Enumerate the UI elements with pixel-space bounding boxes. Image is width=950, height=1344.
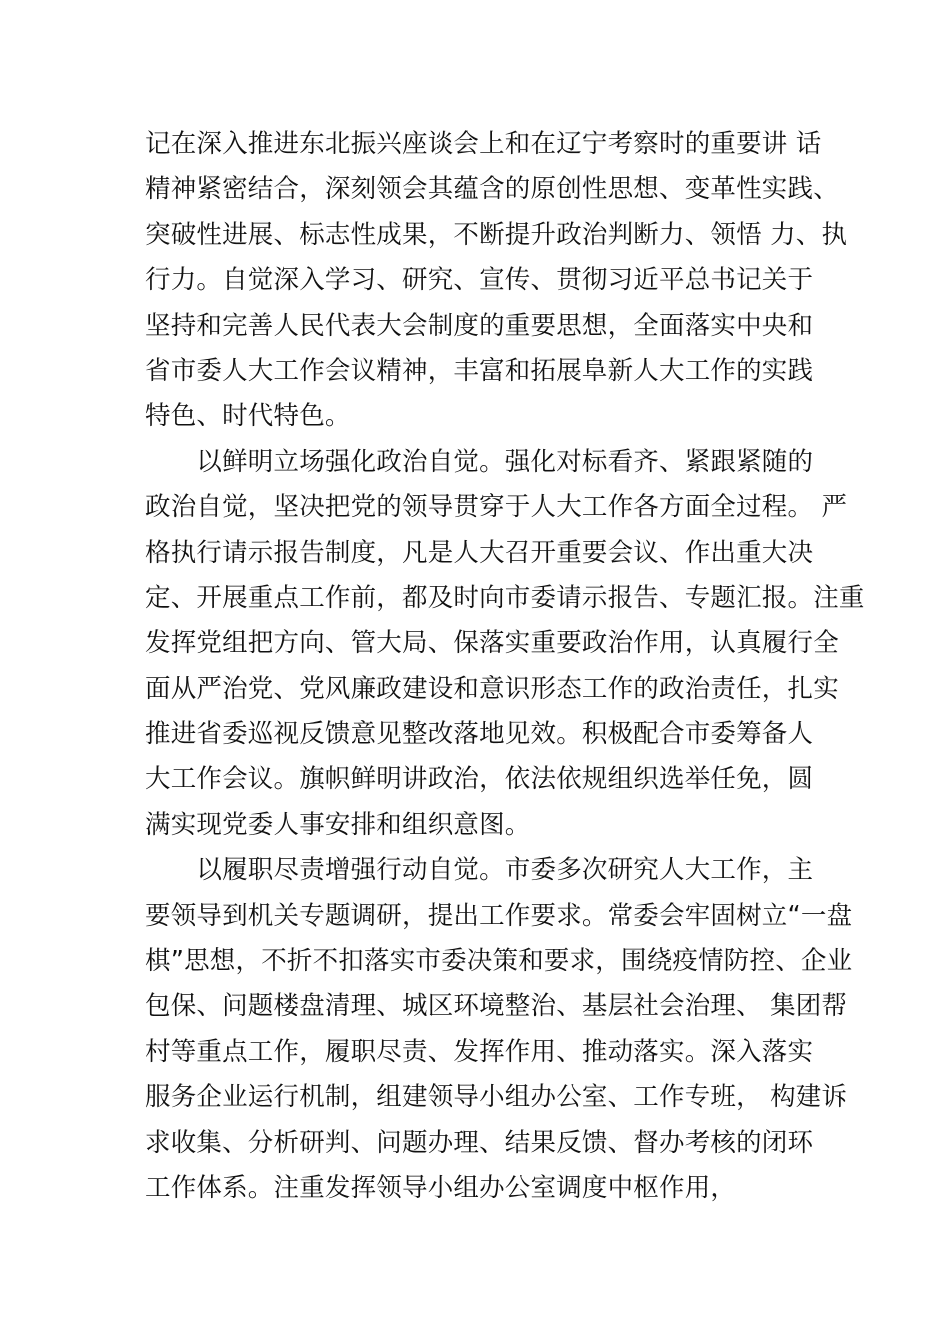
text-line: 服务企业运行机制，组建领导小组办公室、工作专班， 构建诉 bbox=[145, 1082, 848, 1113]
text-line: 精神紧密结合，深刻领会其蕴含的原创性思想、变革性实践、 bbox=[145, 174, 839, 205]
text-line: 突破性进展、标志性成果，不断提升政治判断力、领悟 力、执 bbox=[145, 219, 848, 250]
text-line: 满实现党委人事安排和组织意图。 bbox=[145, 809, 531, 840]
text-line: 格执行请示报告制度，凡是人大召开重要会议、作出重大决 bbox=[145, 537, 814, 568]
text-line: 推进省委巡视反馈意见整改落地见效。积极配合市委筹备人 bbox=[145, 719, 814, 750]
text-line: 棋”思想，不折不扣落实市委决策和要求，围绕疫情防控、企业 bbox=[145, 946, 853, 977]
text-line: 工作体系。注重发挥领导小组办公室调度中枢作用， bbox=[145, 1172, 737, 1203]
text-line: 政治自觉，坚决把党的领导贯穿于人大工作各方面全过程。 严 bbox=[145, 492, 848, 523]
text-line: 面从严治党、党风廉政建设和意识形态工作的政治责任，扎实 bbox=[145, 673, 839, 704]
text-line: 定、开展重点工作前，都及时向市委请示报告、专题汇报。注重 bbox=[145, 582, 865, 613]
text-line: 坚持和完善人民代表大会制度的重要思想，全面落实中央和 bbox=[145, 310, 814, 341]
body-text bbox=[145, 122, 865, 1211]
text-line: 大工作会议。旗帜鲜明讲政治，依法依规组织选举任免，圆 bbox=[145, 764, 814, 795]
text-line: 村等重点工作，履职尽责、发挥作用、推动落实。深入落实 bbox=[145, 1036, 814, 1067]
text-line: 行力。自觉深入学习、研究、宣传、贯彻习近平总书记关于 bbox=[145, 265, 814, 296]
text-line: 要领导到机关专题调研，提出工作要求。常委会牢固树立“一盘 bbox=[145, 900, 853, 931]
text-line: 包保、问题楼盘清理、城区环境整治、基层社会治理、 集团帮 bbox=[145, 991, 848, 1022]
text-line: 特色、时代特色。 bbox=[145, 401, 351, 432]
text-line: 求收集、分析研判、问题办理、结果反馈、督办考核的闭环 bbox=[145, 1127, 814, 1158]
text-line: 发挥党组把方向、管大局、保落实重要政治作用，认真履行全 bbox=[145, 628, 839, 659]
text-line: 省市委人大工作会议精神，丰富和拓展阜新人大工作的实践 bbox=[145, 355, 814, 386]
paragraph-start-line: 以履职尽责增强行动自觉。市委多次研究人大工作，主 bbox=[145, 855, 814, 886]
text-line: 记在深入推进东北振兴座谈会上和在辽宁考察时的重要讲 话 bbox=[145, 129, 822, 159]
paragraph-start-line: 以鲜明立场强化政治自觉。强化对标看齐、紧跟紧随的 bbox=[145, 446, 814, 477]
